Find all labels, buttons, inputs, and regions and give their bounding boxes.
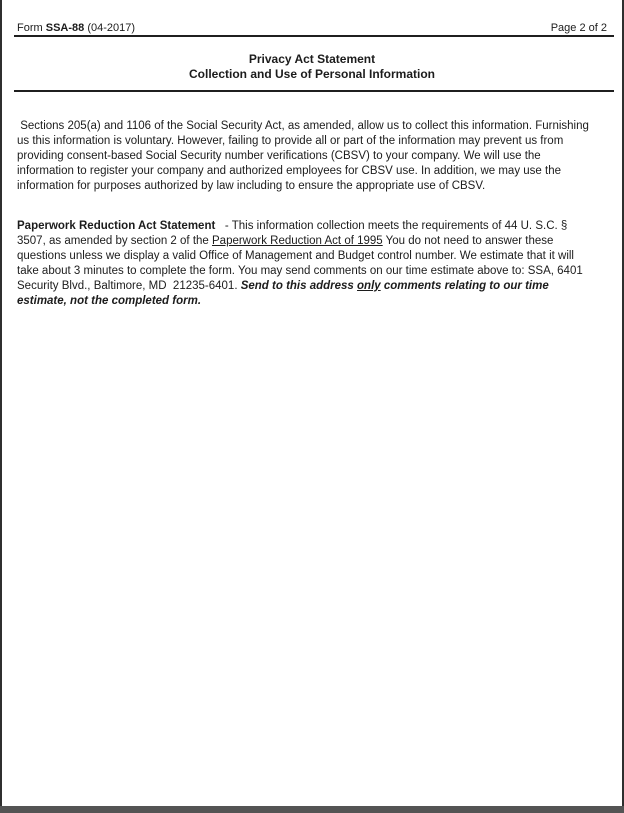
privacy-act-paragraph: Sections 205(a) and 1106 of the Social Security Act, as amended, allow us to collect this information. Furnishing us this information is voluntary. However, failing to provide all or part of the information may prevent us from providing consent-based Social Security number verifications (CBSV) to your company. We will use the information to register your company and authorized employees for CBSV use. In addition, we may use the information for purposes authorized by law including to ensure the appropriate use of CBSV. <box>17 120 593 192</box>
title-divider <box>14 90 614 92</box>
form-prefix: Form <box>17 22 46 34</box>
document-title: Privacy Act Statement <box>248 52 376 66</box>
form-revision: (04-2017) <box>84 22 136 34</box>
page-header <box>17 22 607 34</box>
paperwork-reduction-paragraph: Paperwork Reduction Act Statement - This information collection meets the requirements of 44 U. S.C. § 3507, as amended by section 2 of the Paperwork Reduction Act of 1995 You do not need to answer these questions unless we display a valid Office of Management and Budget control number. We estimate that it will take about 3 minutes to complete the form. You may send comments on our time estimate above to: SSA, 6401 Security Blvd., Baltimore, MD 21235-6401. Send to this address only comments relating to our time estimate, not the completed form. <box>17 220 586 307</box>
document-subtitle: Collection and Use of Personal Information <box>188 67 436 81</box>
page-edge-left <box>0 0 2 813</box>
form-number: SSA-88 <box>45 22 85 34</box>
title-block <box>0 52 624 82</box>
page-bottom-bar <box>0 806 624 813</box>
header-divider <box>14 35 614 37</box>
form-number-label <box>17 22 135 34</box>
page-number-label: Page 2 of 2 <box>550 22 607 34</box>
